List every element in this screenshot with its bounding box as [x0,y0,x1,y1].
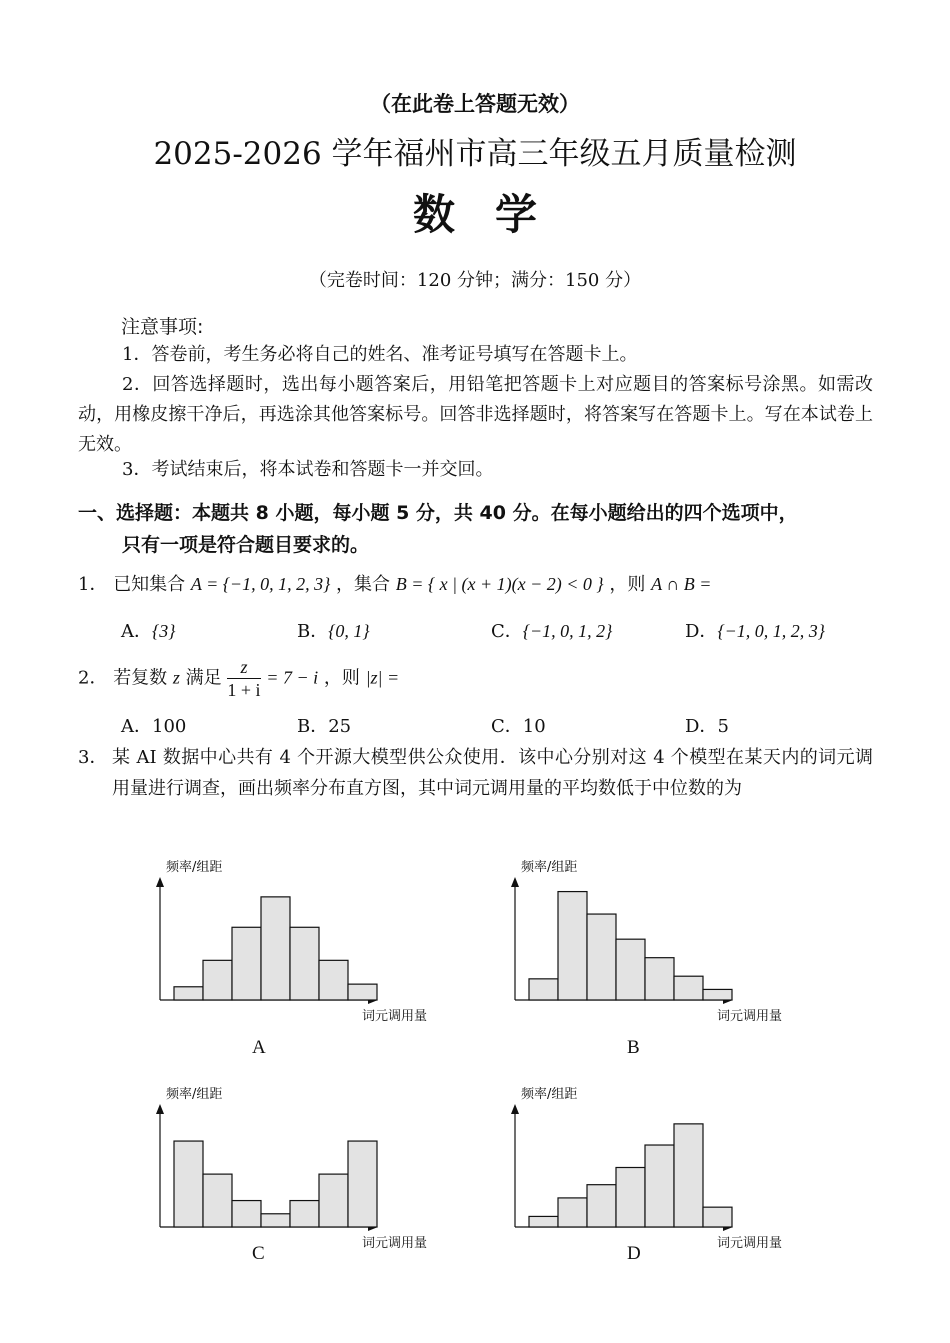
q1-option-a: A．{3} [121,621,176,642]
exam-meta: （完卷时间：120 分钟；满分：150 分） [308,270,642,291]
fraction-numerator: z [227,656,260,679]
q1-option-c: C．{−1, 0, 1, 2} [491,621,613,642]
histogram-bar [703,1207,732,1227]
q2-text-a: 若复数 [113,667,168,689]
section-heading-line1: 一、选择题：本题共 8 小题，每小题 5 分，共 40 分。在每小题给出的四个选项中， [78,502,798,524]
histogram-d-label: D [627,1243,641,1264]
histogram-bar [261,897,290,1000]
q2-ask: |z| = [365,667,400,688]
q2-option-c: C．10 [491,716,546,737]
fraction [227,656,260,701]
q1-text-a: 已知集合 [113,574,186,595]
y-axis-arrow [511,1104,519,1114]
question-3 [78,742,873,804]
q2-var: z [172,667,180,688]
q2-option-a: A．100 [121,716,187,737]
invalid-notice: （在此卷上答题无效） [370,92,580,116]
histogram-bar [232,927,261,1000]
question-number: 1． [78,574,108,595]
question-2 [78,656,399,701]
histogram-bar [616,1168,645,1228]
histogram-bar [261,1214,290,1227]
histogram-bar [529,1216,558,1227]
histogram-c [150,1082,450,1257]
histogram-b-label: B [627,1037,640,1058]
question-number: 3． [78,747,108,768]
histogram-a-label: A [252,1037,266,1058]
section-heading-line2: 只有一项是符合题目要求的。 [122,534,370,556]
section-heading [78,497,878,561]
q1-option-b: B．{0, 1} [297,621,370,642]
histogram-bar [174,987,203,1000]
exam-title: 2025-2026 学年福州市高三年级五月质量检测 [153,136,797,172]
q2-text-c: ，则 [323,667,360,689]
histogram-bar [203,960,232,1000]
histogram-bar [645,958,674,1000]
histogram-bar [290,927,319,1000]
instructions-heading: 注意事项: [121,316,204,338]
fraction-denominator: 1 + i [227,680,261,700]
x-axis-label: 词元调用量 [362,1236,428,1251]
y-axis-arrow [156,1104,164,1114]
histogram-bar [558,892,587,1000]
histogram-bar [319,1174,348,1227]
set-a: A = {−1, 0, 1, 2, 3} [190,574,331,594]
histogram-b [505,855,805,1030]
histogram-bar [587,1185,616,1227]
histogram-bar [587,914,616,1000]
x-axis-label: 词元调用量 [717,1009,783,1024]
histogram-bar [232,1201,261,1227]
x-axis-label: 词元调用量 [717,1236,783,1251]
y-axis-arrow [156,877,164,887]
y-axis-label: 频率/组距 [521,860,578,875]
y-axis-label: 频率/组距 [521,1087,578,1102]
q2-option-d: D．5 [685,716,729,737]
y-axis-label: 频率/组距 [166,860,223,875]
q2-rhs: = 7 − i [266,667,319,688]
q1-ask: A ∩ B = [651,574,712,594]
histogram-bar [319,960,348,1000]
q2-text-b: 满足 [185,667,222,689]
histogram-bar [645,1145,674,1227]
histogram-a [150,855,450,1030]
instruction-item: 3．考试结束后，将本试卷和答题卡一并交回。 [122,459,494,480]
histogram-bar [174,1141,203,1227]
set-b: B = { x | (x + 1)(x − 2) < 0 } [395,574,604,594]
histogram-c-label: C [252,1243,265,1264]
histogram-bar [529,979,558,1000]
q1-text-b: ，集合 [336,574,391,595]
q2-option-b: B．25 [297,716,352,737]
histogram-d [505,1082,805,1257]
question-number: 2． [78,667,108,689]
x-axis-label: 词元调用量 [362,1009,428,1024]
q3-text: 某 AI 数据中心共有 4 个开源大模型供公众使用．该中心分别对这 4 个模型在某天内的词元调用量进行调查，画出频率分布直方图，其中词元调用量的平均数低于中位数的为 [112,747,873,799]
histogram-bar [616,939,645,1000]
histogram-bar [290,1201,319,1227]
histogram-bar [558,1198,587,1227]
histogram-bar [348,1141,377,1227]
histogram-bar [203,1174,232,1227]
subject-title: 数学 [412,190,577,239]
y-axis-arrow [511,877,519,887]
histogram-bar [703,989,732,1000]
histogram-bar [348,984,377,1000]
histogram-bar [674,976,703,1000]
histogram-bar [674,1124,703,1227]
instruction-item: 1．答卷前，考生务必将自己的姓名、准考证号填写在答题卡上。 [122,344,638,365]
y-axis-label: 频率/组距 [166,1087,223,1102]
question-1 [78,570,711,596]
q1-option-d: D．{−1, 0, 1, 2, 3} [685,621,825,642]
instruction-item: 2．回答选择题时，选出每小题答案后，用铅笔把答题卡上对应题目的答案标号涂黑。如需改动，用橡皮擦干净后，再选涂其他答案标号。回答非选择题时，将答案写在答题卡上。写在本试卷上无效。 [78,374,873,455]
q1-text-c: ，则 [609,574,646,595]
